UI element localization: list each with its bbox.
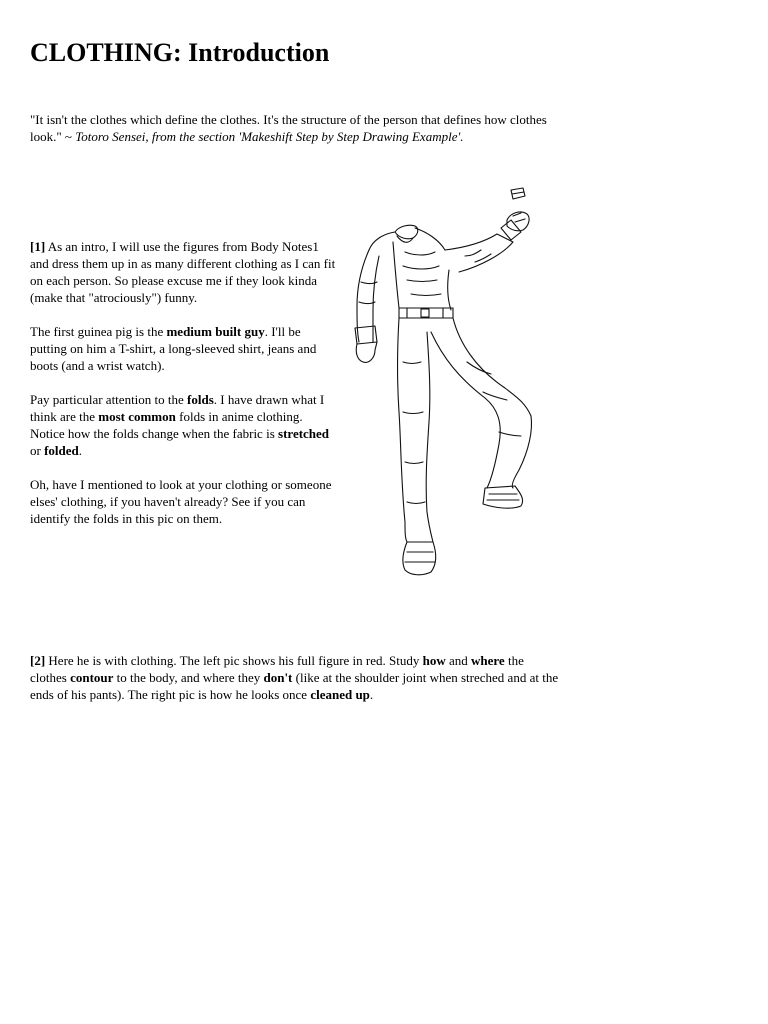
- section-2-bold-dont: don't: [263, 670, 293, 685]
- section-1-text-2a: The first guinea pig is the: [30, 324, 167, 339]
- section-2-text-3: and: [445, 653, 471, 668]
- section-2-bold-contour: contour: [70, 670, 114, 685]
- section-1-marker: [1]: [30, 239, 46, 254]
- section-1-paragraph-3: [30, 391, 338, 459]
- section-2-bold-where: where: [471, 653, 505, 668]
- quote: [30, 111, 580, 145]
- section-1-text-3i: .: [78, 443, 83, 458]
- section-1-paragraph-2: [30, 323, 338, 374]
- section-1-text-2c: . I'll be putting on him a T-shirt, a long-sleeved shirt, jeans and boots (and a wrist watch).: [30, 324, 317, 373]
- section-1-text-1: As an intro, I will use the figures from Body Notes1 and dress them up in as many different clothing as I can fit on each person. So please excuse me if they look kinda (make that "atrociously") funny.: [30, 239, 336, 305]
- section-1-paragraph-4: Oh, have I mentioned to look at your clothing or someone elses' clothing, if you haven't already? See if you can identify the folds in this pic on them.: [30, 477, 332, 526]
- section-1-bold-most-common: most common: [98, 409, 176, 424]
- section-1-bold-folds: folds: [187, 392, 214, 407]
- section-2: [30, 652, 560, 703]
- section-2-marker: [2]: [30, 653, 46, 668]
- section-2-text-7: to the body, and where they: [113, 670, 264, 685]
- page-title: CLOTHING: Introduction: [30, 38, 330, 67]
- section-1-text-3e: folds in anime clothing. Notice how the folds change when the fabric is: [30, 409, 303, 441]
- section-1-bold-stretched: stretched: [278, 426, 330, 441]
- section-2-text-9: (like at the shoulder joint when streched and at the ends of his pants). The right pic is how he looks once: [30, 670, 559, 702]
- section-2-bold-cleaned-up: cleaned up: [310, 687, 370, 702]
- section-2-bold-how: how: [422, 653, 446, 668]
- quote-text: "It isn't the clothes which define the clothes. It's the structure of the person that defines how clothes look." ~: [30, 112, 547, 144]
- clothed-figure-sketch-icon: [335, 182, 545, 592]
- section-1-text-3g: or: [30, 443, 45, 458]
- quote-attribution: Totoro Sensei, from the section 'Makeshift Step by Step Drawing Example'.: [75, 129, 464, 144]
- section-1: [30, 238, 338, 544]
- section-1-bold-medium-built-guy: medium built guy: [166, 324, 265, 339]
- section-2-text-5: the clothes: [30, 653, 524, 685]
- section-1-text-3a: Pay particular attention to the: [30, 392, 188, 407]
- section-2-text-1: Here he is with clothing. The left pic shows his full figure in red. Study: [45, 653, 423, 668]
- section-1-bold-folded: folded: [44, 443, 79, 458]
- section-1-paragraph-1: [30, 238, 338, 306]
- section-1-text-3c: . I have drawn what I think are the: [30, 392, 325, 424]
- section-2-text-11: .: [369, 687, 374, 702]
